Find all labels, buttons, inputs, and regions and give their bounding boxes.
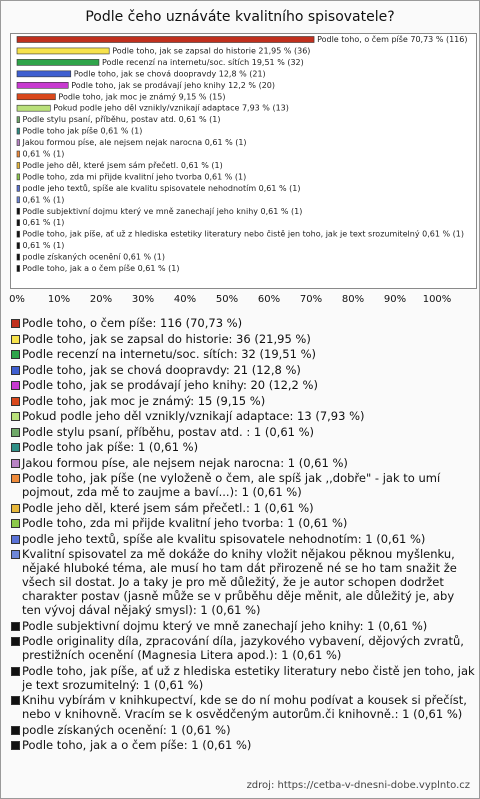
bar-label-14: podle jeho textů, spíše ale kvalitu spisovatele nehodnotím 0,61 % (1): [22, 183, 301, 193]
legend-swatch: [11, 381, 20, 390]
legend-label: Podle stylu psaní, příběhu, postav atd. : 1 (0,61 %): [22, 424, 315, 439]
legend-label: Podle toho, jak se prodávají jeho knihy: 20 (12,2 %): [22, 378, 318, 392]
x-tick-10: 10%: [47, 294, 71, 305]
bar-6: [17, 94, 55, 100]
legend-item: [10, 425, 476, 439]
bar-label-20: podle získaných ocenění 0,61 % (1): [22, 252, 165, 262]
legend-swatch: [11, 535, 20, 544]
bar-12: [17, 162, 20, 168]
legend-swatch: [11, 428, 20, 437]
x-tick-60: 60%: [257, 294, 281, 305]
legend-label: Podle toho, jak a o čem píše: 1 (0,61 %): [22, 738, 252, 752]
legend-label: Podle recenzí na internetu/soc. sítích: 32 (19,51 %): [22, 347, 316, 361]
bar-label-6: Podle toho, jak moc je známý 9,15 % (15): [58, 92, 226, 102]
legend-item: [10, 547, 476, 617]
bar-chart: [0, 0, 480, 310]
bar-14: [17, 185, 20, 191]
legend-label: Podle subjektivní dojmu který ve mně zanechají jeho knihy: 1 (0,61 %): [22, 618, 428, 633]
bar-8: [17, 117, 20, 123]
legend-swatch: [11, 637, 20, 646]
legend-label: Podle toho jak píše: 1 (0,61 %): [22, 440, 199, 454]
legend-swatch: [11, 667, 20, 676]
bar-label-12: Podle jeho děl, které jsem sám přečetl. 0,61 % (1): [22, 160, 223, 170]
legend-item: [10, 723, 476, 737]
legend-item: [10, 332, 476, 346]
x-tick-30: 30%: [131, 294, 155, 305]
legend-swatch: [11, 350, 20, 359]
x-tick-90: 90%: [383, 294, 407, 305]
legend-swatch: [11, 366, 20, 375]
bar-17: [17, 220, 20, 226]
legend-label: Podle toho, jak se zapsal do historie: 36 (21,95 %): [22, 331, 311, 346]
chart-title: Podle čeho uznáváte kvalitního spisovatele?: [85, 9, 395, 25]
legend-swatch: [11, 550, 20, 559]
legend-swatch: [11, 319, 20, 328]
legend-label: Podle jeho děl, které jsem sám přečetl.: 1 (0,61 %): [22, 500, 314, 515]
bar-4: [17, 71, 71, 77]
legend-swatch: [11, 459, 20, 468]
bar-9: [17, 128, 20, 134]
legend-swatch: [11, 412, 20, 421]
legend-label: podle získaných ocenění: 1 (0,61 %): [22, 722, 231, 737]
bar-label-3: Podle recenzí na internetu/soc. sítích 19,51 % (32): [101, 57, 304, 67]
x-tick-80: 80%: [341, 294, 365, 305]
legend-label: Podle toho, jak se chová doopravdy: 21 (12,8 %): [22, 362, 301, 377]
bar-1: [17, 37, 314, 43]
legend-swatch: [11, 696, 20, 705]
bar-label-15: 0,61 % (1): [22, 195, 65, 205]
bar-label-2: Podle toho, jak se zapsal do historie 21,95 % (36): [112, 46, 311, 56]
bar-21: [17, 266, 20, 272]
bar-label-8: Podle stylu psaní, příběhu, postav atd. 0,61 % (1): [22, 115, 221, 125]
legend-swatch: [11, 504, 20, 513]
x-tick-20: 20%: [89, 294, 113, 305]
legend-item: [10, 738, 476, 752]
legend-label: Podle toho, jak píše (ne vyloženě o čem, ale spíš jak ,,dobře" - jak to umí pojmout, zda mě to zaujme a baví...): 1 (0,61 %): [22, 471, 441, 499]
bar-label-10: Jakou formou píse, ale nejsem nejak narocna 0,61 % (1): [22, 138, 247, 148]
legend-item: [10, 501, 476, 515]
bar-label-5: Podle toho, jak se prodávají jeho knihy 12,2 % (20): [71, 80, 276, 90]
legend-item: [10, 409, 476, 423]
bar-18: [17, 231, 20, 237]
bar-label-4: Podle toho, jak se chová doopravdy 12,8 % (21): [73, 69, 266, 79]
legend-item: [10, 394, 476, 408]
legend-label: Podle originality díla, zpracování díla, jazykového vybavení, dějových zvratů, prestižních ocenění (Magnesia Litera apod.): 1 (0,61 %): [22, 634, 464, 662]
legend-swatch: [11, 726, 20, 735]
bar-label-17: 0,61 % (1): [22, 218, 65, 228]
legend-item: [10, 532, 476, 546]
x-tick-50: 50%: [215, 294, 239, 305]
legend-item: [10, 456, 476, 470]
chart-legend: [10, 316, 476, 754]
bar-7: [17, 105, 50, 111]
bar-label-11: 0,61 % (1): [22, 149, 65, 159]
x-tick-70: 70%: [299, 294, 323, 305]
x-tick-40: 40%: [173, 294, 197, 305]
bar-15: [17, 197, 20, 203]
legend-item: [10, 347, 476, 361]
bar-label-16: Podle subjektivní dojmu který ve mně zanechají jeho knihy 0,61 % (1): [22, 206, 303, 216]
x-tick-0: 0%: [9, 294, 25, 305]
bar-20: [17, 254, 20, 260]
bar-label-13: Podle toho, zda mi přijde kvalitní jeho tvorba 0,61 % (1): [22, 172, 247, 182]
bar-11: [17, 151, 20, 157]
legend-item: [10, 316, 476, 330]
bar-label-1: Podle toho, o čem píše 70,73 % (116): [317, 35, 468, 44]
legend-item: [10, 693, 476, 721]
legend-swatch: [11, 519, 20, 528]
legend-label: Knihu vybírám v knihkupectví, kde se do ní mohu podívat a kousek si přečíst, nebo v knihovně. Vracím se k osvědčeným autorům.či knihovně.: 1 (0,61 %): [22, 693, 467, 721]
legend-item: [10, 516, 476, 530]
legend-item: [10, 664, 476, 692]
bar-16: [17, 208, 20, 214]
legend-label: podle jeho textů, spíše ale kvalitu spisovatele nehodnotím: 1 (0,61 %): [22, 531, 426, 546]
legend-swatch: [11, 443, 20, 452]
bar-label-9: Podle toho jak píše 0,61 % (1): [22, 126, 143, 136]
legend-label: Podle toho, o čem píše: 116 (70,73 %): [22, 316, 243, 330]
source-note: zdroj: https://cetba-v-dnesni-dobe.vyplnto.cz: [246, 780, 470, 791]
legend-swatch: [11, 622, 20, 631]
legend-swatch: [11, 335, 20, 344]
legend-swatch: [11, 741, 20, 750]
bar-19: [17, 243, 20, 249]
bar-3: [17, 59, 99, 65]
legend-label: Kvalitní spisovatel za mě dokáže do knihy vložit nějakou pěknou myšlenku, nějaké hluboké téma, ale musí ho tam dát přirozeně né se ho tam snažit že všech sil dostat. Jo a taky je pro mě důležitý, že je autor schopen dodržet charakter postav (jasně může se v průběhu děje měnit, ale důležitý je, aby ten vývoj dával nějaký smysl): 1 (0,61 %): [22, 547, 457, 617]
bar-label-7: Pokud podle jeho děl vznikly/vznikají adaptace 7,93 % (13): [53, 103, 289, 113]
bar-10: [17, 140, 20, 146]
bar-5: [17, 82, 68, 88]
legend-label: Podle toho, zda mi přijde kvalitní jeho tvorba: 1 (0,61 %): [22, 516, 348, 530]
bar-2: [17, 48, 109, 54]
legend-swatch: [11, 397, 20, 406]
legend-label: Podle toho, jak píše, ať už z hlediska estetiky literatury nebo čistě jen toho, jak je text srozumitelný: 1 (0,61 %): [22, 663, 475, 692]
legend-item: [10, 471, 476, 499]
bar-13: [17, 174, 20, 180]
bar-label-19: 0,61 % (1): [22, 241, 65, 251]
bar-label-21: Podle toho, jak a o čem píše 0,61 % (1): [22, 264, 180, 273]
legend-swatch: [11, 474, 20, 483]
legend-item: [10, 619, 476, 633]
legend-label: Jakou formou píse, ale nejsem nejak narocna: 1 (0,61 %): [22, 455, 348, 470]
legend-item: [10, 634, 476, 662]
legend-label: Pokud podle jeho děl vznikly/vznikají adaptace: 13 (7,93 %): [22, 409, 365, 423]
x-tick-100: 100%: [422, 294, 452, 305]
legend-item: [10, 363, 476, 377]
legend-label: Podle toho, jak moc je známý: 15 (9,15 %): [22, 393, 266, 408]
legend-item: [10, 440, 476, 454]
legend-item: [10, 378, 476, 392]
bar-label-18: Podle toho, jak píše, ať už z hlediska estetiky literatury nebo čistě jen toho, jak je text srozumitelný 0,61 % (1): [22, 229, 464, 239]
